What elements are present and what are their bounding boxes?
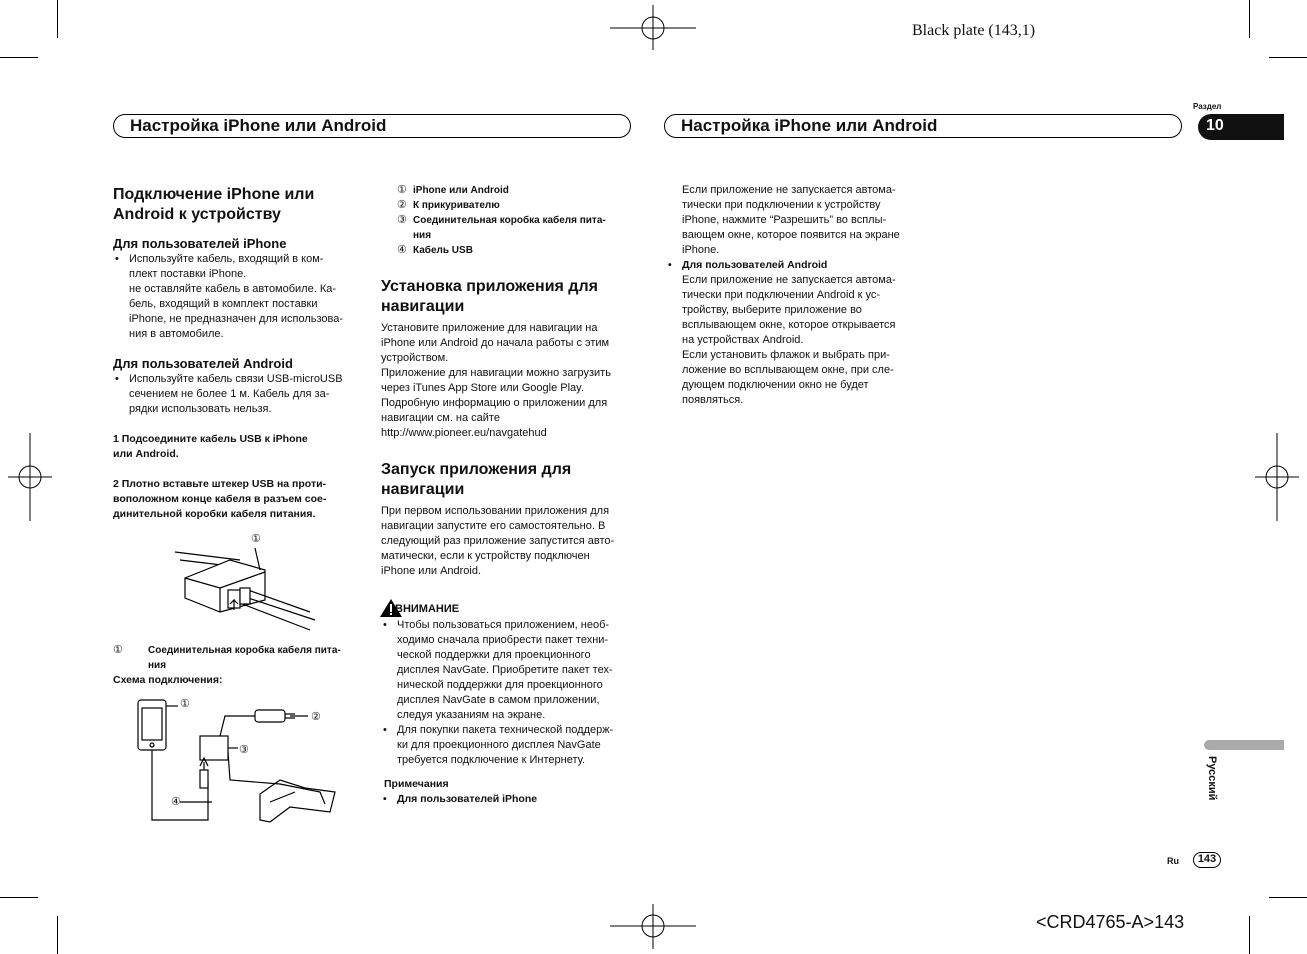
- language-code: Ru: [1167, 856, 1179, 866]
- install-app-title: Установка приложения для навигации: [381, 278, 598, 315]
- column-3: [666, 183, 921, 408]
- fig2-callout-4: ④: [171, 796, 181, 808]
- section-tab: [1198, 114, 1284, 140]
- android-cable-bullet: • Используйте кабель связи USB-microUSB сечением не более 1 м. Кабель для за- рядки использовать нельзя.: [113, 372, 365, 417]
- launch-app-text: При первом использовании приложения для навигации запустите его самостоятельно. В следующий раз приложение запустится авто- матически, если к устройству подключен iPhone или Android.: [381, 505, 615, 577]
- iphone-users-heading: Для пользователей iPhone: [113, 236, 287, 251]
- left-header-bar: [113, 114, 631, 138]
- notes-iphone-heading: • Для пользователей iPhone: [381, 792, 635, 807]
- step-1: 1 Подсоедините кабель USB к iPhone или Android.: [113, 433, 308, 460]
- step-2: 2 Плотно вставьте штекер USB на проти- воположном конце кабеля в разъем сое- динительной коробки кабеля питания.: [113, 478, 327, 520]
- scheme-label: Схема подключения:: [113, 674, 223, 686]
- fig2-callout-2: ②: [311, 711, 321, 723]
- section-label: Раздел: [1193, 102, 1222, 111]
- iphone-cable-bullet: • Используйте кабель, входящий в ком- плект поставки iPhone. не оставляйте кабель в автомобиле. Ка- бель, входящий в комплект поставки iPhone, не предназначен для использова- ния в автомобиле.: [113, 252, 365, 342]
- fig2-callout-3: ③: [239, 744, 249, 756]
- plate-label: Black plate (143,1): [912, 22, 1036, 39]
- caution-heading: [381, 598, 635, 618]
- fig2-legend: ① iPhone или Android ② К прикуривателю ③ Соединительная коробка кабеля пита- ния ④ Кабель USB: [397, 184, 606, 256]
- fig2-callout-1: ①: [180, 698, 190, 710]
- launch-app-title: Запуск приложения для навигации: [381, 461, 572, 498]
- caution-bullet-2: • Для покупки пакета технической поддерж- ки для проекционного дисплея NavGate требуется подключение к Интернету.: [381, 723, 635, 768]
- column-2: [381, 183, 635, 807]
- page-number: 143: [1193, 852, 1221, 868]
- column-1: [113, 185, 365, 522]
- connection-box-illustration: [170, 530, 320, 635]
- iphone-note-text: Если приложение не запускается автома- тически при подключении к устройству iPhone, нажмите “Разрешить” во всплы- вающем окне, которое появится на экране iPhone.: [682, 184, 900, 256]
- document-code: <CRD4765-A>143: [1036, 912, 1185, 932]
- navgate-url: http://www.pioneer.eu/navgatehud: [381, 427, 547, 439]
- android-note-text: Если приложение не запускается автома- тически при подключении Android к ус- тройству, выберите приложение во всплывающем окне, которое открывается на устройствах Android. Если установить флажок и выбрать при- ложение во всплывающем окне, при сле- дующем подключении окно не будет появляться.: [682, 274, 896, 406]
- section-title-connect: Подключение iPhone или Android к устройству: [113, 186, 315, 223]
- fig1-callout: ①: [251, 533, 261, 545]
- caution-bullet-1: • Чтобы пользоваться приложением, необ- ходимо сначала приобрести пакет техни- ческой поддержки для проекционного дисплея NavGate. Приобретите пакет тех- нической поддержки для проекционного дисплея NavGate в самом приложении, следуя указаниям на экране.: [381, 618, 635, 723]
- left-header-title: Настройка iPhone или Android: [130, 116, 387, 135]
- fig1-legend: ① Соединительная коробка кабеля пита- ния Схема подключения:: [113, 643, 365, 688]
- install-app-text: Установите приложение для навигации на iPhone или Android до начала работы с этим устройством. Приложение для навигации можно загрузить через iTunes App Store или Google Play. Подробную информацию о приложении для навигации см. на сайте http://www.pioneer.eu/navgatehud: [381, 321, 635, 441]
- language-label: Русский: [1206, 756, 1218, 801]
- notes-label: Примечания: [384, 778, 449, 790]
- caution-label: ВНИМАНИЕ: [395, 603, 460, 615]
- android-users-heading: Для пользователей Android: [113, 356, 293, 371]
- android-note-heading: • Для пользователей Android: [666, 258, 921, 273]
- right-header-title: Настройка iPhone или Android: [681, 116, 938, 135]
- language-bar: [1204, 740, 1284, 750]
- section-number: 10: [1206, 117, 1224, 134]
- right-header-bar: [664, 114, 1182, 138]
